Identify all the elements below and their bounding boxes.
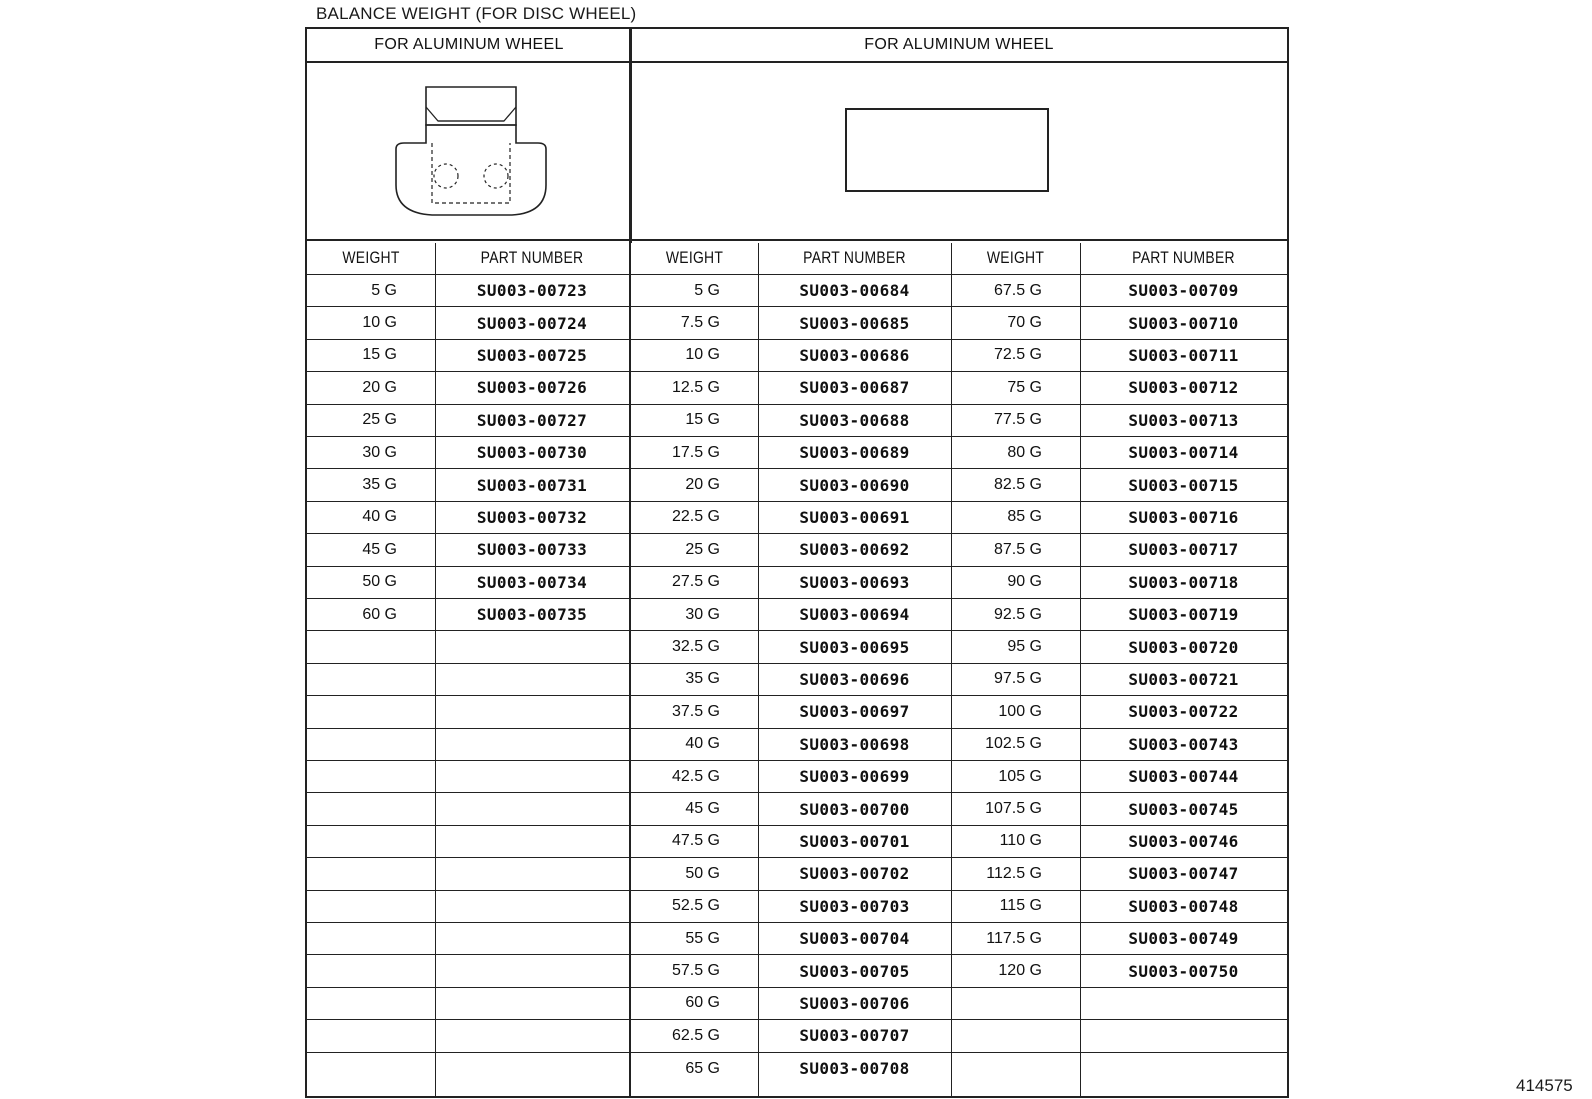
weight-cell: 47.5 G bbox=[671, 832, 720, 850]
part-number-cell: SU003-00747 bbox=[1128, 864, 1239, 884]
table-row bbox=[307, 469, 1287, 501]
weight-cell: 105 G bbox=[998, 767, 1042, 785]
part-number-cell bbox=[435, 1020, 629, 1051]
weight-cell: 70 G bbox=[1007, 314, 1042, 332]
part-number-cell: SU003-00685 bbox=[799, 313, 910, 333]
weight-cell bbox=[951, 988, 1080, 1019]
part-number-cell: SU003-00744 bbox=[1128, 767, 1239, 787]
weight-cell: 30 G bbox=[362, 443, 397, 461]
part-number-cell: SU003-00688 bbox=[799, 410, 910, 430]
part-number-cell: SU003-00711 bbox=[1128, 345, 1239, 365]
part-number-cell: SU003-00745 bbox=[1128, 799, 1239, 819]
part-number-cell: SU003-00707 bbox=[799, 1026, 910, 1046]
table-row bbox=[307, 891, 1287, 923]
weight-cell bbox=[307, 891, 435, 922]
table-row bbox=[307, 1020, 1287, 1052]
weight-cell: 45 G bbox=[685, 800, 720, 818]
weight-cell: 100 G bbox=[998, 702, 1042, 720]
page-title: BALANCE WEIGHT (FOR DISC WHEEL) bbox=[316, 4, 637, 23]
weight-cell: 50 G bbox=[685, 864, 720, 882]
part-number-cell: SU003-00690 bbox=[799, 475, 910, 495]
weight-cell bbox=[307, 696, 435, 727]
weight-cell: 85 G bbox=[1007, 508, 1042, 526]
weight-cell: 15 G bbox=[685, 411, 720, 429]
part-number-cell: SU003-00721 bbox=[1128, 669, 1239, 689]
right-section-header: FOR ALUMINUM WHEEL bbox=[631, 29, 1287, 63]
part-number-cell: SU003-00749 bbox=[1128, 929, 1239, 949]
part-number-cell: SU003-00696 bbox=[799, 669, 910, 689]
left-section-header: FOR ALUMINUM WHEEL bbox=[307, 29, 631, 63]
part-number-cell: SU003-00714 bbox=[1128, 443, 1239, 463]
weight-cell: 60 G bbox=[685, 994, 720, 1012]
table-row bbox=[307, 437, 1287, 469]
weight-cell: 92.5 G bbox=[993, 605, 1042, 623]
part-number-cell: SU003-00689 bbox=[799, 443, 910, 463]
part-number-cell: SU003-00694 bbox=[799, 605, 910, 625]
part-number-cell bbox=[435, 761, 629, 792]
part-number-cell: SU003-00706 bbox=[799, 993, 910, 1013]
part-number-cell bbox=[435, 631, 629, 662]
right-illustration-area bbox=[631, 63, 1287, 241]
weight-cell: 37.5 G bbox=[671, 702, 720, 720]
part-number-cell bbox=[435, 729, 629, 760]
weight-cell: 120 G bbox=[998, 962, 1042, 980]
table-row bbox=[307, 275, 1287, 307]
part-number-cell bbox=[435, 793, 629, 824]
weight-cell: 50 G bbox=[362, 573, 397, 591]
weight-cell: 80 G bbox=[1007, 443, 1042, 461]
weight-cell bbox=[307, 631, 435, 662]
part-number-column-header: PART NUMBER bbox=[803, 247, 906, 267]
weight-cell: 110 G bbox=[999, 832, 1042, 850]
weight-cell bbox=[307, 988, 435, 1019]
part-number-column-header: PART NUMBER bbox=[480, 247, 584, 267]
weight-cell: 90 G bbox=[1007, 573, 1042, 591]
part-number-cell: SU003-00708 bbox=[799, 1059, 910, 1079]
table-row bbox=[307, 664, 1287, 696]
table-row bbox=[307, 534, 1287, 566]
weight-cell bbox=[951, 1053, 1080, 1085]
part-number-cell: SU003-00709 bbox=[1128, 281, 1239, 301]
weight-cell: 20 G bbox=[685, 476, 720, 494]
part-number-cell: SU003-00686 bbox=[799, 345, 910, 365]
table-row bbox=[307, 307, 1287, 339]
column-header-row bbox=[307, 241, 1287, 275]
part-number-cell: SU003-00687 bbox=[799, 378, 910, 398]
part-number-cell: SU003-00718 bbox=[1128, 572, 1239, 592]
weight-cell: 52.5 G bbox=[671, 897, 720, 915]
weight-cell: 55 G bbox=[685, 929, 720, 947]
part-number-cell: SU003-00726 bbox=[476, 378, 588, 398]
clip-on-balance-weight-icon bbox=[392, 85, 552, 220]
part-number-cell: SU003-00701 bbox=[799, 831, 910, 851]
part-number-cell bbox=[435, 696, 629, 727]
part-number-cell bbox=[435, 858, 629, 889]
weight-cell: 107.5 G bbox=[985, 800, 1042, 818]
part-number-cell bbox=[435, 1053, 629, 1085]
part-number-cell bbox=[1080, 1053, 1287, 1085]
left-illustration-area bbox=[307, 63, 631, 241]
part-number-cell: SU003-00695 bbox=[799, 637, 910, 657]
weight-cell: 82.5 G bbox=[993, 476, 1042, 494]
table-row bbox=[307, 631, 1287, 663]
weight-cell: 17.5 G bbox=[671, 443, 720, 461]
table-row bbox=[307, 729, 1287, 761]
weight-cell: 20 G bbox=[362, 378, 397, 396]
table-row bbox=[307, 567, 1287, 599]
weight-cell: 75 G bbox=[1007, 378, 1042, 396]
table-row bbox=[307, 696, 1287, 728]
table-row bbox=[307, 761, 1287, 793]
part-number-cell bbox=[435, 988, 629, 1019]
weight-cell: 102.5 G bbox=[985, 735, 1042, 753]
weight-cell: 77.5 G bbox=[993, 411, 1042, 429]
table-row bbox=[307, 599, 1287, 631]
weight-cell bbox=[307, 664, 435, 695]
part-number-cell: SU003-00732 bbox=[476, 507, 588, 527]
part-number-cell: SU003-00716 bbox=[1128, 507, 1239, 527]
part-number-cell: SU003-00700 bbox=[799, 799, 910, 819]
part-number-cell: SU003-00702 bbox=[799, 864, 910, 884]
part-number-cell bbox=[1080, 1020, 1287, 1051]
weight-cell: 10 G bbox=[685, 346, 720, 364]
part-number-cell: SU003-00692 bbox=[799, 540, 910, 560]
part-number-cell: SU003-00698 bbox=[799, 734, 910, 754]
part-number-cell: SU003-00733 bbox=[476, 540, 588, 560]
part-number-cell: SU003-00743 bbox=[1128, 734, 1239, 754]
part-number-cell: SU003-00731 bbox=[476, 475, 588, 495]
part-number-cell: SU003-00715 bbox=[1128, 475, 1239, 495]
weight-cell: 5 G bbox=[371, 281, 397, 299]
part-number-cell: SU003-00734 bbox=[476, 572, 588, 592]
weight-cell: 12.5 G bbox=[671, 378, 720, 396]
part-number-cell: SU003-00750 bbox=[1128, 961, 1239, 981]
table-row bbox=[307, 955, 1287, 987]
weight-cell: 62.5 G bbox=[671, 1026, 720, 1044]
table-row bbox=[307, 1053, 1287, 1085]
part-number-cell: SU003-00722 bbox=[1128, 702, 1239, 722]
weight-cell: 35 G bbox=[685, 670, 720, 688]
part-number-cell: SU003-00699 bbox=[799, 767, 910, 787]
weight-cell: 97.5 G bbox=[993, 670, 1042, 688]
document-id: 414575 bbox=[1516, 1076, 1573, 1095]
weight-cell: 112.5 G bbox=[986, 864, 1042, 882]
weight-cell: 10 G bbox=[362, 314, 397, 332]
weight-column-header: WEIGHT bbox=[342, 247, 400, 267]
part-number-column-header: PART NUMBER bbox=[1132, 247, 1235, 267]
weight-column-header: WEIGHT bbox=[986, 247, 1045, 267]
weight-cell: 87.5 G bbox=[993, 540, 1042, 558]
part-number-cell: SU003-00705 bbox=[799, 961, 910, 981]
weight-cell: 72.5 G bbox=[993, 346, 1042, 364]
weight-cell bbox=[307, 955, 435, 986]
weight-cell bbox=[307, 793, 435, 824]
weight-cell: 5 G bbox=[694, 281, 720, 299]
weight-cell: 42.5 G bbox=[671, 767, 720, 785]
weight-cell: 30 G bbox=[685, 605, 720, 623]
part-number-cell: SU003-00713 bbox=[1128, 410, 1239, 430]
weight-cell bbox=[307, 826, 435, 857]
weight-cell: 35 G bbox=[362, 476, 397, 494]
table-row bbox=[307, 405, 1287, 437]
part-number-cell bbox=[435, 664, 629, 695]
balance-weight-table bbox=[305, 27, 1289, 1098]
part-number-cell: SU003-00725 bbox=[476, 345, 588, 365]
part-number-cell: SU003-00735 bbox=[476, 605, 588, 625]
part-number-cell: SU003-00720 bbox=[1128, 637, 1239, 657]
part-number-cell bbox=[1080, 988, 1287, 1019]
part-number-cell: SU003-00730 bbox=[476, 443, 588, 463]
table-row bbox=[307, 793, 1287, 825]
weight-cell bbox=[307, 729, 435, 760]
weight-cell: 7.5 G bbox=[680, 314, 720, 332]
weight-column-header: WEIGHT bbox=[665, 247, 724, 267]
section-divider bbox=[629, 29, 632, 243]
part-number-cell: SU003-00717 bbox=[1128, 540, 1239, 560]
table-row bbox=[307, 372, 1287, 404]
weight-cell: 40 G bbox=[362, 508, 397, 526]
weight-cell: 57.5 G bbox=[671, 962, 720, 980]
weight-cell: 67.5 G bbox=[993, 281, 1042, 299]
weight-cell bbox=[307, 858, 435, 889]
part-number-cell: SU003-00712 bbox=[1128, 378, 1239, 398]
weight-cell: 95 G bbox=[1007, 638, 1042, 656]
blank-rectangle-icon bbox=[845, 108, 1049, 192]
part-number-cell: SU003-00727 bbox=[476, 410, 588, 430]
part-number-cell: SU003-00710 bbox=[1128, 313, 1239, 333]
part-number-cell bbox=[435, 891, 629, 922]
table-row bbox=[307, 858, 1287, 890]
part-number-cell: SU003-00724 bbox=[476, 313, 588, 333]
table-row bbox=[307, 988, 1287, 1020]
part-number-cell: SU003-00723 bbox=[476, 281, 588, 301]
table-row bbox=[307, 502, 1287, 534]
weight-cell: 27.5 G bbox=[671, 573, 720, 591]
part-number-cell: SU003-00697 bbox=[799, 702, 910, 722]
weight-cell bbox=[307, 761, 435, 792]
weight-cell bbox=[307, 1020, 435, 1051]
weight-cell: 25 G bbox=[362, 411, 397, 429]
table-row bbox=[307, 923, 1287, 955]
table-row bbox=[307, 340, 1287, 372]
part-number-cell: SU003-00746 bbox=[1128, 831, 1239, 851]
part-number-cell bbox=[435, 923, 629, 954]
weight-cell: 32.5 G bbox=[671, 638, 720, 656]
table-row bbox=[307, 826, 1287, 858]
part-number-cell: SU003-00693 bbox=[799, 572, 910, 592]
weight-cell: 15 G bbox=[362, 346, 397, 364]
weight-cell bbox=[307, 1053, 435, 1085]
part-number-cell: SU003-00748 bbox=[1128, 896, 1239, 916]
part-number-cell: SU003-00703 bbox=[799, 896, 910, 916]
weight-cell: 25 G bbox=[685, 540, 720, 558]
weight-cell: 40 G bbox=[685, 735, 720, 753]
part-number-cell: SU003-00691 bbox=[799, 507, 910, 527]
weight-cell bbox=[951, 1020, 1080, 1051]
weight-cell: 117.5 G bbox=[986, 929, 1042, 947]
weight-cell: 65 G bbox=[685, 1059, 720, 1077]
weight-cell: 115 G bbox=[999, 897, 1042, 915]
part-number-cell: SU003-00719 bbox=[1128, 605, 1239, 625]
part-number-cell bbox=[435, 826, 629, 857]
weight-cell: 22.5 G bbox=[671, 508, 720, 526]
weight-cell: 60 G bbox=[362, 605, 397, 623]
part-number-cell bbox=[435, 955, 629, 986]
weight-cell: 45 G bbox=[362, 540, 397, 558]
part-number-cell: SU003-00704 bbox=[799, 929, 910, 949]
weight-cell bbox=[307, 923, 435, 954]
part-number-cell: SU003-00684 bbox=[799, 281, 910, 301]
